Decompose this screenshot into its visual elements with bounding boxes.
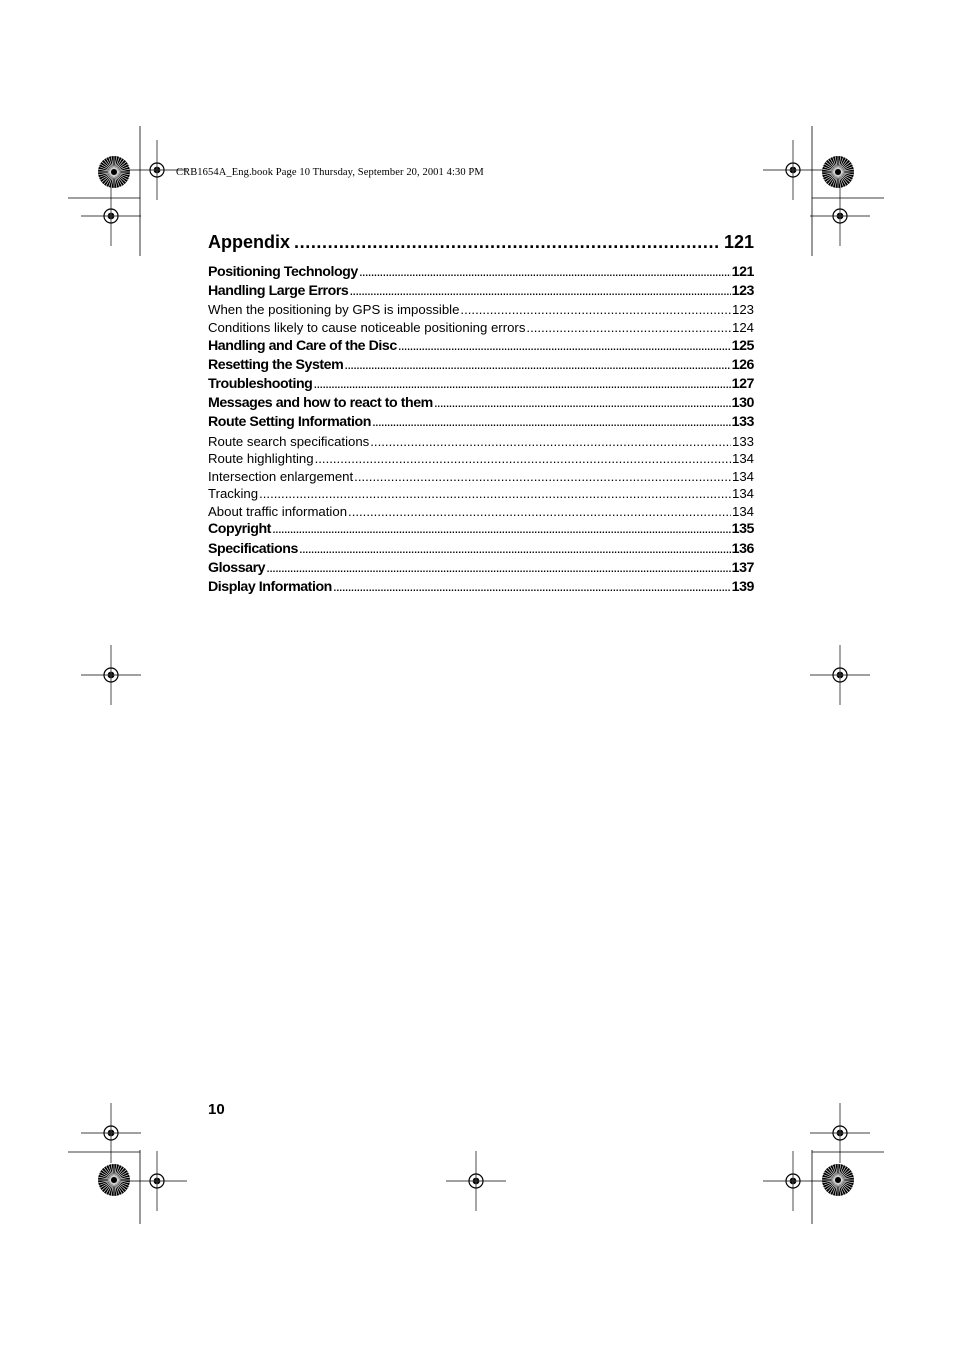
toc-entry-page: 134 — [731, 468, 754, 484]
toc-entry-page: 137 — [731, 559, 754, 576]
toc-entry-title: Route search specifications — [208, 433, 370, 449]
toc-entry-page: 121 — [731, 264, 754, 280]
dot-leader — [372, 414, 731, 430]
toc-entry-page: 135 — [731, 521, 754, 538]
toc-entry-title: Copyright — [208, 521, 271, 538]
toc-entry[interactable] — [208, 486, 754, 504]
dot-leader — [354, 469, 731, 484]
toc-entry-page: 130 — [731, 395, 754, 412]
dot-leader — [348, 504, 731, 519]
toc-entry-page: 133 — [731, 414, 754, 431]
dot-leader — [315, 451, 731, 466]
toc-entry-title: Glossary — [208, 559, 266, 576]
toc-entry-page: 123 — [731, 302, 754, 318]
toc-entry-page: 126 — [731, 356, 754, 373]
toc-entry[interactable] — [208, 541, 754, 560]
toc-entry-page: 123 — [731, 283, 754, 300]
toc-entry[interactable] — [208, 302, 754, 320]
toc-entry-title: Positioning Technology — [208, 264, 358, 280]
section-page-number: 121 — [723, 232, 754, 252]
dot-leader — [299, 541, 731, 557]
toc-entry-page: 133 — [731, 433, 754, 449]
toc-entry[interactable] — [208, 451, 754, 469]
toc-entry-title: Resetting the System — [208, 356, 344, 373]
toc-section-heading[interactable] — [208, 232, 754, 258]
dot-leader — [370, 434, 731, 449]
dot-leader — [349, 283, 730, 299]
dot-leader — [333, 579, 731, 595]
toc-entry-title: Handling Large Errors — [208, 283, 349, 300]
toc-entry-page: 134 — [731, 451, 754, 467]
dot-leader — [359, 264, 731, 280]
dot-leader — [526, 320, 731, 335]
toc-entry-page: 134 — [731, 486, 754, 502]
toc-entry-title: Troubleshooting — [208, 375, 313, 392]
dot-leader — [266, 560, 731, 576]
dot-leader — [294, 232, 720, 253]
toc-entry-page: 139 — [731, 579, 754, 596]
dot-leader — [398, 338, 731, 354]
toc-entry-page: 134 — [731, 503, 754, 519]
toc-entry[interactable] — [208, 560, 754, 579]
toc-entry[interactable] — [208, 579, 754, 598]
toc-entry[interactable] — [208, 338, 754, 357]
toc-entry[interactable] — [208, 434, 754, 452]
toc-entry[interactable] — [208, 414, 754, 433]
toc-entry-title: Handling and Care of the Disc — [208, 337, 397, 354]
toc-entry-page: 125 — [731, 337, 754, 354]
dot-leader — [434, 395, 731, 411]
toc-entry-title: When the positioning by GPS is impossible — [208, 302, 460, 318]
toc-entry-title: Display Information — [208, 579, 332, 596]
section-title: Appendix — [208, 232, 291, 252]
print-info-header: CRB1654A_Eng.book Page 10 Thursday, September 20, 2001 4:30 PM — [176, 167, 484, 178]
toc-entry-page: 127 — [731, 375, 754, 392]
toc-entry-title: Route highlighting — [208, 451, 314, 467]
dot-leader — [259, 486, 731, 501]
toc-entry-title: Conditions likely to cause noticeable positioning errors — [208, 319, 526, 335]
toc-entry[interactable] — [208, 283, 754, 302]
toc-entry-title: Specifications — [208, 540, 298, 557]
toc-entry-title: Tracking — [208, 486, 259, 502]
toc-entry-page: 124 — [731, 319, 754, 335]
toc-entries — [208, 264, 754, 598]
toc-entry[interactable] — [208, 504, 754, 522]
toc-entry-title: Messages and how to react to them — [208, 395, 433, 412]
toc-entry[interactable] — [208, 521, 754, 540]
page-number: 10 — [208, 1101, 225, 1118]
dot-leader — [313, 376, 730, 392]
dot-leader — [460, 302, 731, 317]
toc-entry[interactable] — [208, 264, 754, 283]
dot-leader — [344, 357, 730, 373]
toc-entry-title: Route Setting Information — [208, 414, 371, 431]
toc-entry[interactable] — [208, 376, 754, 395]
table-of-contents — [208, 232, 754, 598]
toc-entry-page: 136 — [731, 540, 754, 557]
toc-entry[interactable] — [208, 320, 754, 338]
dot-leader — [272, 521, 731, 537]
toc-entry[interactable] — [208, 395, 754, 414]
toc-entry[interactable] — [208, 469, 754, 487]
toc-entry-title: About traffic information — [208, 503, 348, 519]
toc-entry-title: Intersection enlargement — [208, 468, 354, 484]
toc-entry[interactable] — [208, 357, 754, 376]
